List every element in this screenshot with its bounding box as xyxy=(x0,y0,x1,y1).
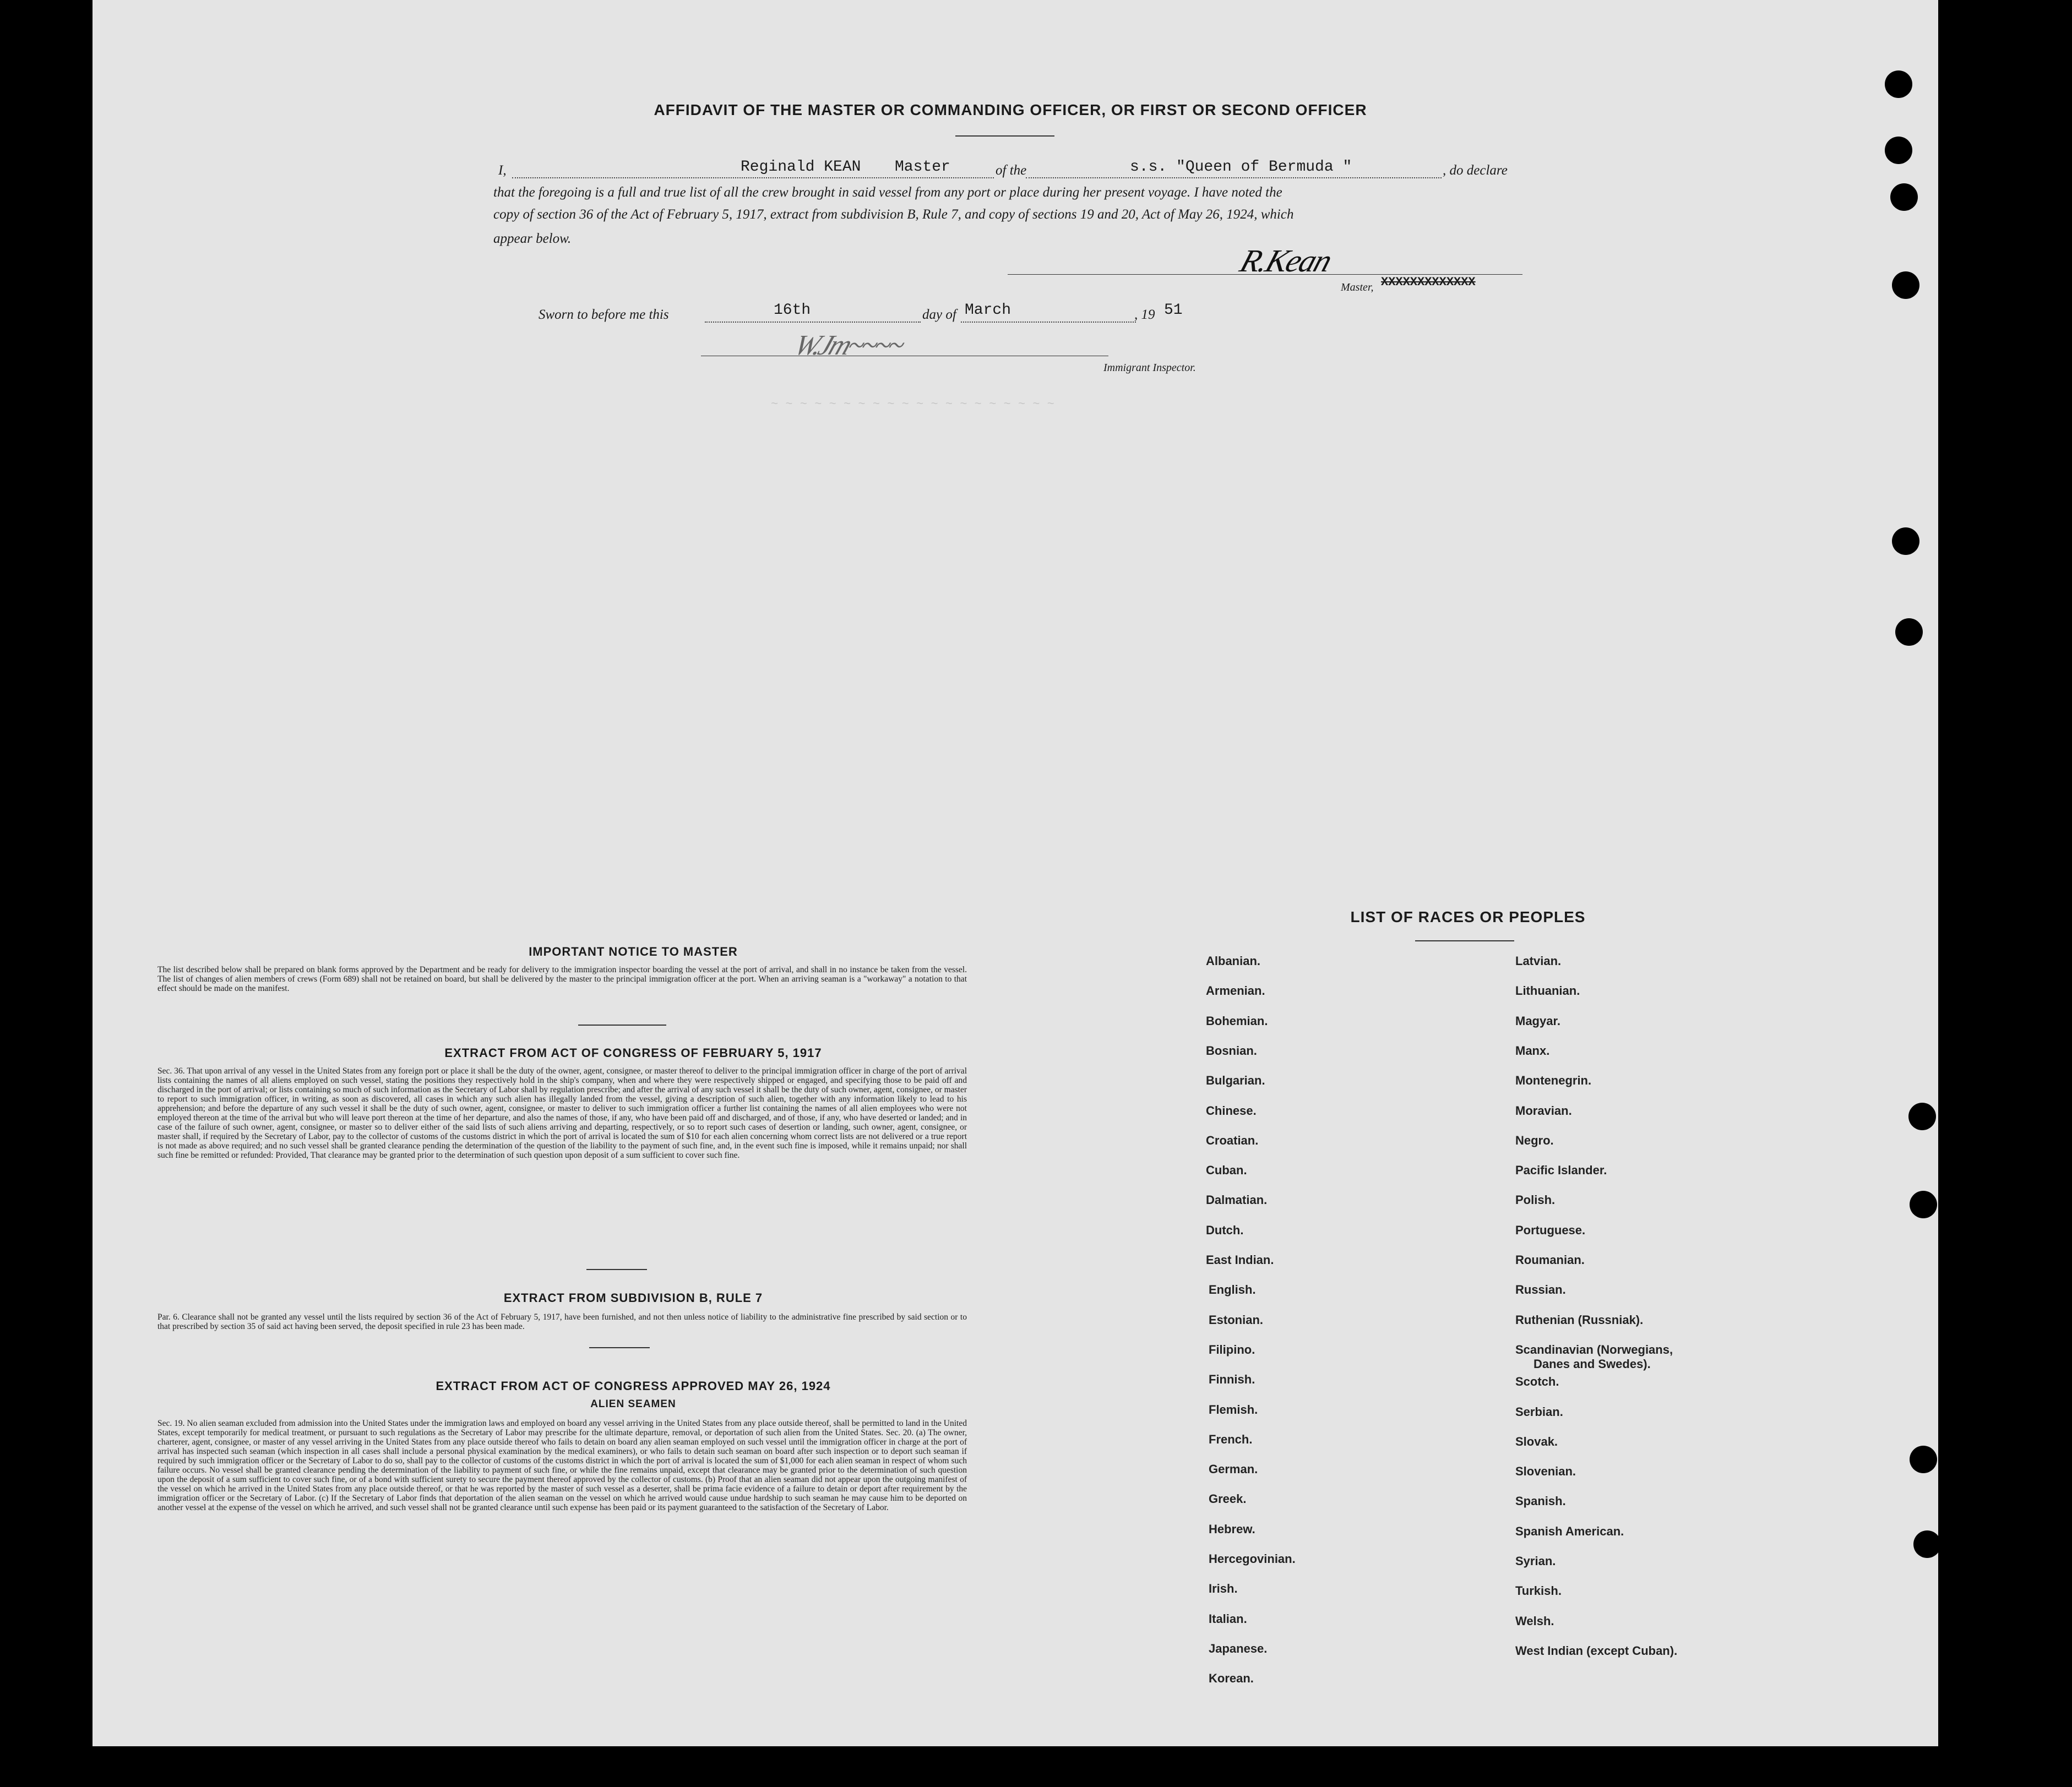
race-item: Irish. xyxy=(1209,1582,1238,1596)
punch-hole xyxy=(1885,137,1912,164)
punch-hole xyxy=(1910,1191,1937,1218)
of-the-label: of the xyxy=(996,163,1027,178)
race-item: Danes and Swedes). xyxy=(1533,1356,1651,1371)
race-item: Finnish. xyxy=(1209,1372,1255,1387)
race-item: Chinese. xyxy=(1206,1103,1257,1118)
races-title-underline xyxy=(1415,940,1514,941)
race-item: Dutch. xyxy=(1206,1223,1244,1237)
extract-1917-body: Sec. 36. That upon arrival of any vessel in the United States from any foreign port or place it shall be the duty of the owner, agent, consignee, or master thereof to deliver to the principal immigration officer in charge of the port of arrival lists containing the names of all aliens employed on such vessel, stating the positions they respectively hold in the ship's company, when and where they were respectively shipped or engaged, and specifying those to be paid off and discharged in the port of arrival; or lists containing so much of such information as the Secretary of Labor shall by regulation prescribe; and after the arrival of any such vessel it shall be the duty of such owner, agent, consignee, or master to report to such immigration officer, in writing, as soon as discovered, all cases in which any such alien has illegally landed from the vessel, giving a description of such alien, together with any information likely to lead to his apprehension; and before the departure of any such vessel it shall be the duty of such owner, agent, consignee, or master to deliver to such immigration officer a further list containing the names of all alien employees who were not employed thereon at the time of the arrival but who will leave port thereon at the time of her departure, and also the names of those, if any, who have been paid off and discharged, and of those, if any, who have deserted or landed; and in case of the failure of such owner, agent, consignee, or master so to deliver either of the said lists of such aliens arriving and departing, respectively, or so to report such cases of desertion or landing, such owner, agent, consignee, or master shall, if required by the Secretary of Labor, pay to the collector of customs of the customs district in which the port of arrival is located the sum of $10 for each alien concerning whom correct lists are not delivered or a true report is not made as above required; and no such vessel shall be granted clearance pending the determination of the question of the liability to the payment of such fine, and, in the event such fine is imposed, while it remains unpaid; nor shall such fine be remitted or refunded: Provided, That clearance may be granted prior to the determination of such question upon deposit of a sum sufficient to cover such fine. xyxy=(157,1066,967,1160)
sworn-month: March xyxy=(965,302,1011,319)
year-prefix: , 19 xyxy=(1134,307,1155,322)
extract-rule7-title: EXTRACT FROM SUBDIVISION B, RULE 7 xyxy=(503,1291,763,1305)
punch-hole xyxy=(1890,183,1918,211)
punch-hole xyxy=(1885,70,1912,98)
race-item: Serbian. xyxy=(1515,1404,1563,1419)
race-item: Bohemian. xyxy=(1206,1014,1268,1028)
race-item: Russian. xyxy=(1515,1283,1566,1297)
race-item: Armenian. xyxy=(1206,984,1265,998)
day-of-label: day of xyxy=(922,307,956,322)
bleed-through-marks: ~ ~ ~ ~ ~ ~ ~ ~ ~ ~ ~ ~ ~ ~ ~ ~ ~ ~ ~ ~ xyxy=(771,397,1054,411)
race-item: Albanian. xyxy=(1206,954,1261,968)
affidavit-line-3: copy of section 36 of the Act of February 5, 1917, extract from subdivision B, Rule 7, and copy of sections 19 and 20, Act of May 26, 1924, which xyxy=(493,207,1294,222)
notice-title: IMPORTANT NOTICE TO MASTER xyxy=(529,945,738,958)
race-item: Latvian. xyxy=(1515,954,1562,968)
day-line xyxy=(705,322,921,323)
race-item: Syrian. xyxy=(1515,1554,1556,1568)
extract-1924-body: Sec. 19. No alien seaman excluded from admission into the United States under the immigration laws and employed on board any vessel arriving in the United States from any place outside thereof, shall be permitted to land in the United States, except temporarily for medical treatment, or pursuant to such regulations as the Secretary of Labor may prescribe for the ultimate departure, removal, or deportation of such alien from the United States. Sec. 20. (a) The owner, charterer, agent, consignee, or master of any vessel arriving in the United States from any place outside thereof who fails to detain on board any alien seaman employed on such vessel until the immigration officer in charge at the port of arrival has inspected such seaman (which inspection in all cases shall include a personal physical examination by the medical examiners), or who fails to detain such seaman on board after such inspection or to deport such seaman if required by such immigration officer or the Secretary of Labor to do so, shall pay to the collector of customs of the customs district in which the port of arrival is located the sum of $1,000 for each alien seaman in respect of whom such failure occurs. No vessel shall be granted clearance pending the determination of the liability to payment of such fine, or while the fine remains unpaid, except that clearance may be granted prior to the determination of such question upon the deposit of a sum sufficient to cover such fine, or of a bond with sufficient surety to secure the payment thereof approved by the collector of customs. (b) Proof that an alien seaman did not appear upon the outgoing manifest of the vessel on which he arrived in the United States from any place outside thereof, or that he was reported by the master of such vessel as a deserter, shall be prima facie evidence of a failure to detain or deport after requirement by the immigration officer or the Secretary of Labor. (c) If the Secretary of Labor finds that deportation of the alien seaman on the vessel on which he arrived would cause undue hardship to such seaman he may cause him to be deported on another vessel at the expense of the vessel on which he arrived, and such vessel shall not be granted clearance until such expense has been paid or its payment guaranteed to the satisfaction of the Secretary of Labor. xyxy=(157,1419,967,1512)
punch-hole xyxy=(1895,618,1923,646)
race-item: Spanish. xyxy=(1515,1494,1566,1508)
race-item: Bulgarian. xyxy=(1206,1074,1265,1088)
race-item: Greek. xyxy=(1209,1492,1247,1506)
vessel-line xyxy=(1026,177,1442,178)
affidavit-title: AFFIDAVIT OF THE MASTER OR COMMANDING OFFICER, OR FIRST OR SECOND OFFICER xyxy=(654,101,1367,118)
race-item: Moravian. xyxy=(1515,1103,1572,1118)
race-item: Flemish. xyxy=(1209,1402,1258,1416)
race-item: Dalmatian. xyxy=(1206,1193,1268,1207)
race-item: Slovenian. xyxy=(1515,1464,1576,1479)
race-item: Japanese. xyxy=(1209,1641,1268,1655)
i-label: I, xyxy=(498,163,507,178)
race-item: Scotch. xyxy=(1515,1375,1559,1389)
race-item: Filipino. xyxy=(1209,1342,1255,1356)
master-name: Reginald KEAN xyxy=(741,159,861,176)
vessel-name: s.s. "Queen of Bermuda " xyxy=(1130,159,1352,176)
race-item: German. xyxy=(1209,1462,1258,1477)
extract-1917-title: EXTRACT FROM ACT OF CONGRESS OF FEBRUARY 5, 1917 xyxy=(444,1046,822,1060)
race-item: English. xyxy=(1209,1283,1256,1297)
race-item: East Indian. xyxy=(1206,1253,1274,1267)
sworn-year: 51 xyxy=(1164,302,1183,319)
month-line xyxy=(961,322,1136,323)
notice-divider xyxy=(578,1025,666,1026)
punch-hole xyxy=(1892,527,1919,555)
punch-hole xyxy=(1913,1530,1941,1558)
alien-seamen-subtitle: ALIEN SEAMEN xyxy=(590,1398,676,1410)
race-item: Scandinavian (Norwegians, xyxy=(1515,1342,1673,1356)
master-signature: R.Kean xyxy=(1236,243,1336,279)
sworn-label: Sworn to before me this xyxy=(539,307,669,322)
inspector-label: Immigrant Inspector. xyxy=(1103,362,1196,374)
race-item: Portuguese. xyxy=(1515,1223,1586,1237)
race-item: Polish. xyxy=(1515,1193,1556,1207)
race-item: Magyar. xyxy=(1515,1014,1560,1028)
master-rank: Master xyxy=(895,159,950,176)
title-underline xyxy=(955,135,1054,137)
name-line xyxy=(512,177,994,178)
race-item: Turkish. xyxy=(1515,1584,1562,1598)
race-item: Italian. xyxy=(1209,1611,1247,1626)
race-item: Montenegrin. xyxy=(1515,1074,1592,1088)
notice-body: The list described below shall be prepared on blank forms approved by the Department and be ready for delivery to the immigration inspector boarding the vessel at the port of arrival, and shall in no instance be taken from the vessel. The list of changes of alien members of crews (Form 689) shall not be retained on board, but shall be delivered by the master to the principal immigration officer at the port. When an arriving seaman is a "workaway" a notation to that effect should be made on the manifest. xyxy=(157,965,967,993)
race-item: Welsh. xyxy=(1515,1614,1554,1628)
race-item: Ruthenian (Russniak). xyxy=(1515,1312,1644,1327)
race-item: Cuban. xyxy=(1206,1163,1247,1178)
race-item: Bosnian. xyxy=(1206,1043,1257,1058)
race-item: Hebrew. xyxy=(1209,1522,1255,1536)
race-item: West Indian (except Cuban). xyxy=(1515,1643,1678,1658)
race-item: Lithuanian. xyxy=(1515,984,1580,998)
race-item: Pacific Islander. xyxy=(1515,1163,1607,1178)
sworn-day: 16th xyxy=(774,302,811,319)
affidavit-line-4: appear below. xyxy=(493,231,572,246)
punch-hole xyxy=(1892,271,1919,299)
master-struck-title: XXXXXXXXXXXXX xyxy=(1381,275,1476,289)
races-title: LIST OF RACES OR PEOPLES xyxy=(1350,908,1586,925)
race-item: Slovak. xyxy=(1515,1434,1558,1448)
extract-rule7-body: Par. 6. Clearance shall not be granted any vessel until the lists required by section 36 of the Act of February 5, 1917, have been furnished, and not then unless notice of liability to the administrative fine prescribed by said section or to that prescribed by section 35 of said act having been served, the deposit specified in rule 23 has been made. xyxy=(157,1312,967,1331)
race-item: Croatian. xyxy=(1206,1133,1259,1147)
race-item: Spanish American. xyxy=(1515,1524,1624,1538)
extract-rule7-divider xyxy=(589,1347,650,1348)
race-item: Hercegovinian. xyxy=(1209,1552,1296,1566)
race-item: Korean. xyxy=(1209,1671,1254,1686)
affidavit-line-2: that the foregoing is a full and true list of all the crew brought in said vessel from any port or place during her present voyage. I have noted the xyxy=(493,185,1282,200)
race-item: Negro. xyxy=(1515,1133,1554,1147)
race-item: French. xyxy=(1209,1432,1253,1446)
punch-hole xyxy=(1908,1103,1936,1130)
race-item: Estonian. xyxy=(1209,1312,1264,1327)
extract-1924-title: EXTRACT FROM ACT OF CONGRESS APPROVED MAY 26, 1924 xyxy=(436,1379,831,1393)
race-item: Manx. xyxy=(1515,1043,1550,1058)
master-label: Master, xyxy=(1341,281,1374,293)
race-item: Roumanian. xyxy=(1515,1253,1585,1267)
extract-1917-divider xyxy=(586,1269,647,1270)
do-declare-label: , do declare xyxy=(1443,163,1508,178)
inspector-signature: W.Jm~~~~ xyxy=(790,330,908,361)
punch-hole xyxy=(1910,1446,1937,1473)
